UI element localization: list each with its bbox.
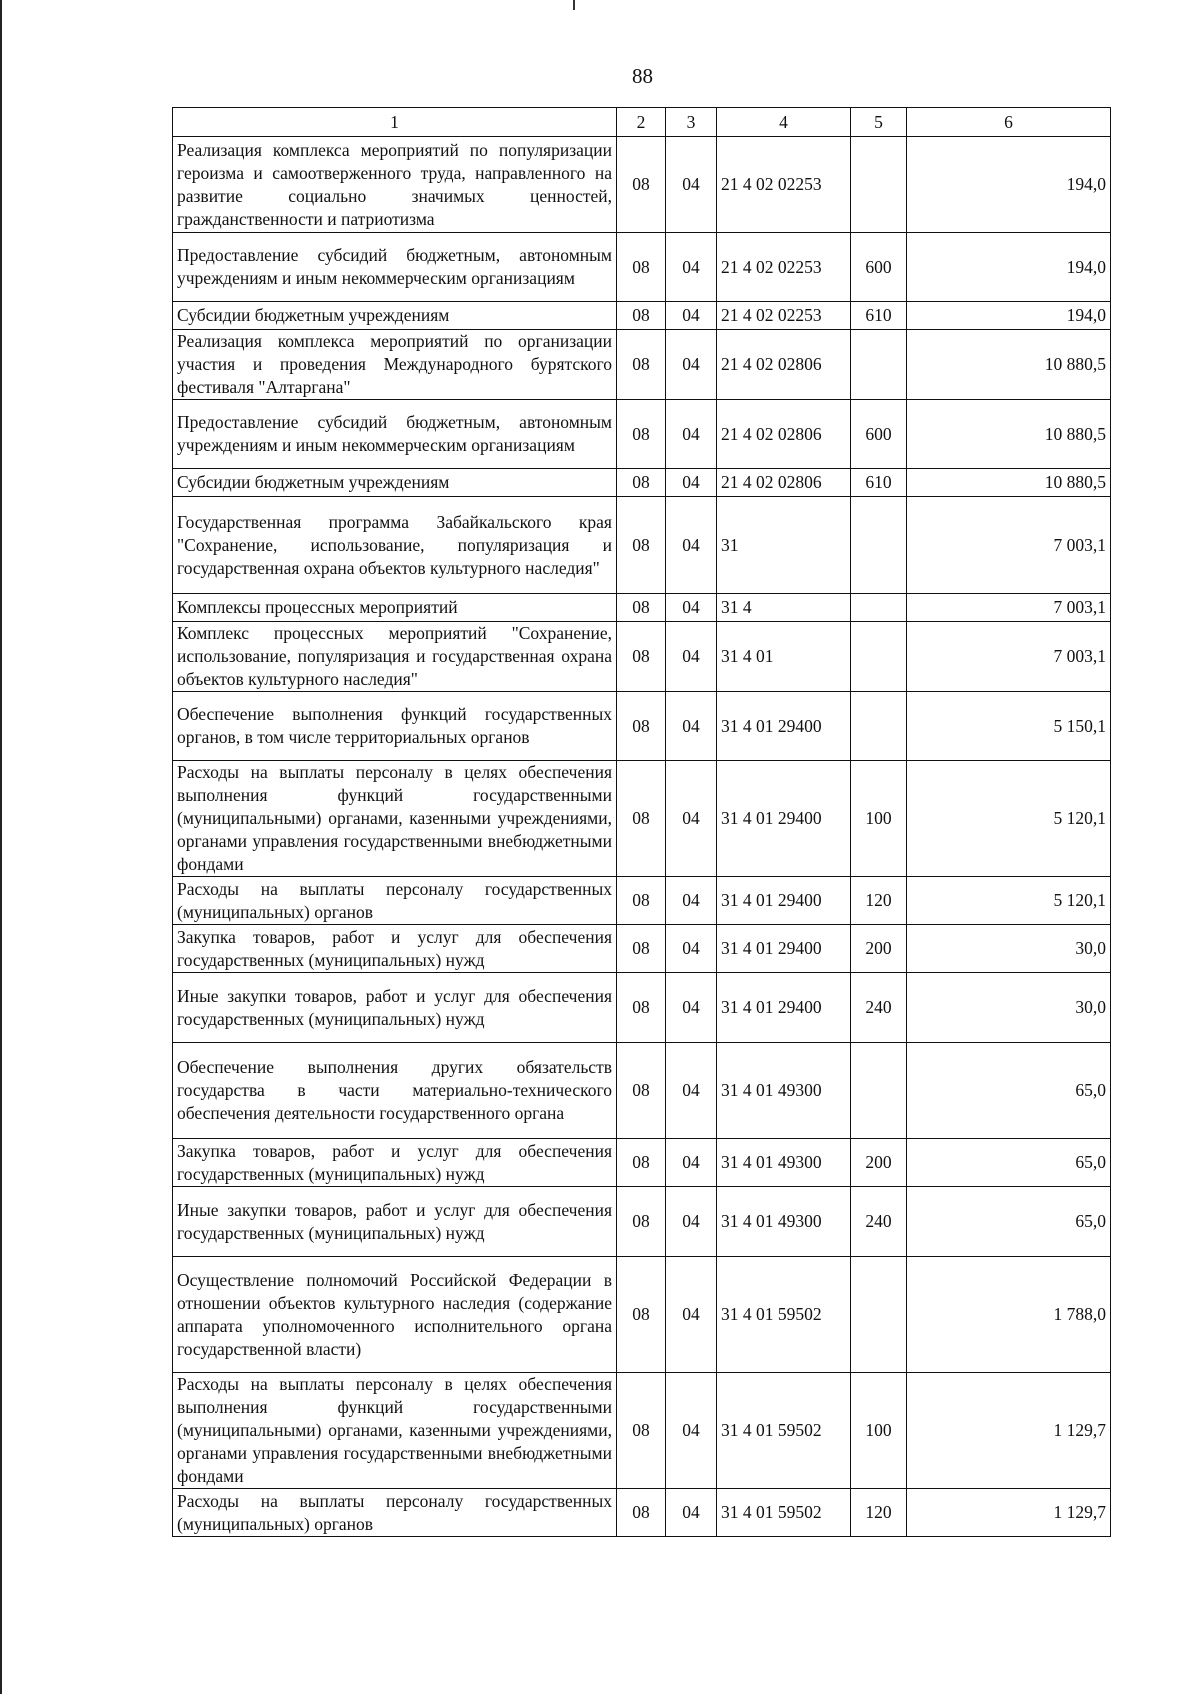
row-name: Обеспечение выполнения других обязательств государства в части материально-технического обеспечения деятельности государственного органа xyxy=(173,1043,617,1139)
row-name: Закупка товаров, работ и услуг для обеспечения государственных (муниципальных) нужд xyxy=(173,925,617,973)
row-expense-type: 200 xyxy=(851,1139,907,1187)
row-expense-type: 240 xyxy=(851,973,907,1043)
row-target-article: 31 4 01 29400 xyxy=(717,973,851,1043)
table-row xyxy=(173,925,1111,973)
row-subsection: 04 xyxy=(666,1489,717,1537)
row-section: 08 xyxy=(617,1187,666,1257)
row-target-article: 31 4 01 59502 xyxy=(717,1257,851,1373)
row-subsection: 04 xyxy=(666,877,717,925)
header-col-name: 1 xyxy=(173,108,617,137)
row-amount: 65,0 xyxy=(907,1043,1111,1139)
row-expense-type xyxy=(851,497,907,594)
budget-table xyxy=(172,107,1111,1537)
row-section: 08 xyxy=(617,302,666,330)
row-amount: 5 150,1 xyxy=(907,692,1111,761)
row-subsection: 04 xyxy=(666,1139,717,1187)
row-subsection: 04 xyxy=(666,594,717,622)
row-subsection: 04 xyxy=(666,622,717,692)
row-subsection: 04 xyxy=(666,1373,717,1489)
row-amount: 65,0 xyxy=(907,1139,1111,1187)
row-subsection: 04 xyxy=(666,469,717,497)
table-row xyxy=(173,137,1111,233)
row-target-article: 31 4 01 59502 xyxy=(717,1489,851,1537)
row-name: Закупка товаров, работ и услуг для обеспечения государственных (муниципальных) нужд xyxy=(173,1139,617,1187)
row-amount: 194,0 xyxy=(907,233,1111,302)
row-name: Обеспечение выполнения функций государственных органов, в том числе территориальных органов xyxy=(173,692,617,761)
row-expense-type: 240 xyxy=(851,1187,907,1257)
row-name: Расходы на выплаты персоналу в целях обеспечения выполнения функций государственными (муниципальными) органами, казенными учреждениями, органами управления государственными внебюджетными фондами xyxy=(173,761,617,877)
row-subsection: 04 xyxy=(666,137,717,233)
row-amount: 7 003,1 xyxy=(907,497,1111,594)
row-amount: 194,0 xyxy=(907,302,1111,330)
table-row xyxy=(173,594,1111,622)
row-expense-type xyxy=(851,1043,907,1139)
row-name: Расходы на выплаты персоналу государственных (муниципальных) органов xyxy=(173,1489,617,1537)
row-expense-type: 600 xyxy=(851,400,907,469)
row-target-article: 31 4 01 49300 xyxy=(717,1139,851,1187)
table-row xyxy=(173,1489,1111,1537)
row-section: 08 xyxy=(617,594,666,622)
table-row xyxy=(173,761,1111,877)
table-row xyxy=(173,1373,1111,1489)
row-name: Предоставление субсидий бюджетным, автономным учреждениям и иным некоммерческим организациям xyxy=(173,400,617,469)
row-section: 08 xyxy=(617,925,666,973)
row-section: 08 xyxy=(617,973,666,1043)
row-section: 08 xyxy=(617,877,666,925)
row-subsection: 04 xyxy=(666,1257,717,1373)
row-amount: 7 003,1 xyxy=(907,594,1111,622)
row-target-article: 31 4 01 49300 xyxy=(717,1187,851,1257)
row-subsection: 04 xyxy=(666,233,717,302)
row-name: Комплекс процессных мероприятий "Сохранение, использование, популяризация и государственная охрана объектов культурного наследия" xyxy=(173,622,617,692)
row-section: 08 xyxy=(617,1373,666,1489)
row-expense-type: 120 xyxy=(851,877,907,925)
row-subsection: 04 xyxy=(666,330,717,400)
row-section: 08 xyxy=(617,1043,666,1139)
row-target-article: 31 4 01 29400 xyxy=(717,877,851,925)
row-name: Субсидии бюджетным учреждениям xyxy=(173,469,617,497)
row-section: 08 xyxy=(617,400,666,469)
row-target-article: 31 4 01 29400 xyxy=(717,761,851,877)
row-section: 08 xyxy=(617,330,666,400)
table-row xyxy=(173,233,1111,302)
page-number: 88 xyxy=(632,64,653,88)
header-col-subsection: 3 xyxy=(666,108,717,137)
row-amount: 1 129,7 xyxy=(907,1373,1111,1489)
table-body xyxy=(173,137,1111,1537)
row-expense-type xyxy=(851,594,907,622)
table-row xyxy=(173,877,1111,925)
row-section: 08 xyxy=(617,1257,666,1373)
row-amount: 65,0 xyxy=(907,1187,1111,1257)
row-amount: 5 120,1 xyxy=(907,761,1111,877)
row-name: Комплексы процессных мероприятий xyxy=(173,594,617,622)
header-row xyxy=(173,108,1111,137)
row-section: 08 xyxy=(617,761,666,877)
row-target-article: 31 4 01 29400 xyxy=(717,692,851,761)
row-amount: 5 120,1 xyxy=(907,877,1111,925)
row-amount: 10 880,5 xyxy=(907,330,1111,400)
row-expense-type: 100 xyxy=(851,761,907,877)
row-name: Расходы на выплаты персоналу в целях обеспечения выполнения функций государственными (муниципальными) органами, казенными учреждениями, органами управления государственными внебюджетными фондами xyxy=(173,1373,617,1489)
row-amount: 7 003,1 xyxy=(907,622,1111,692)
row-subsection: 04 xyxy=(666,497,717,594)
row-expense-type: 100 xyxy=(851,1373,907,1489)
row-subsection: 04 xyxy=(666,1043,717,1139)
row-section: 08 xyxy=(617,469,666,497)
row-name: Субсидии бюджетным учреждениям xyxy=(173,302,617,330)
row-target-article: 31 xyxy=(717,497,851,594)
table-row xyxy=(173,302,1111,330)
row-target-article: 31 4 01 29400 xyxy=(717,925,851,973)
row-amount: 30,0 xyxy=(907,973,1111,1043)
row-expense-type xyxy=(851,622,907,692)
row-amount: 10 880,5 xyxy=(907,469,1111,497)
row-name: Предоставление субсидий бюджетным, автономным учреждениям и иным некоммерческим организациям xyxy=(173,233,617,302)
row-target-article: 31 4 01 49300 xyxy=(717,1043,851,1139)
row-subsection: 04 xyxy=(666,692,717,761)
row-subsection: 04 xyxy=(666,761,717,877)
row-target-article: 21 4 02 02253 xyxy=(717,233,851,302)
row-target-article: 21 4 02 02806 xyxy=(717,469,851,497)
row-section: 08 xyxy=(617,1489,666,1537)
row-target-article: 21 4 02 02253 xyxy=(717,137,851,233)
row-target-article: 21 4 02 02806 xyxy=(717,330,851,400)
table-row xyxy=(173,1257,1111,1373)
table-row xyxy=(173,330,1111,400)
row-name: Реализация комплекса мероприятий по популяризации героизма и самоотверженного труда, направленного на развитие социально значимых ценностей, гражданственности и патриотизма xyxy=(173,137,617,233)
row-amount: 30,0 xyxy=(907,925,1111,973)
row-section: 08 xyxy=(617,1139,666,1187)
row-subsection: 04 xyxy=(666,925,717,973)
row-target-article: 31 4 01 xyxy=(717,622,851,692)
row-amount: 1 129,7 xyxy=(907,1489,1111,1537)
table-row xyxy=(173,497,1111,594)
row-expense-type: 200 xyxy=(851,925,907,973)
header-col-target-article: 4 xyxy=(717,108,851,137)
row-name: Иные закупки товаров, работ и услуг для обеспечения государственных (муниципальных) нужд xyxy=(173,973,617,1043)
row-name: Иные закупки товаров, работ и услуг для обеспечения государственных (муниципальных) нужд xyxy=(173,1187,617,1257)
row-amount: 194,0 xyxy=(907,137,1111,233)
row-name: Государственная программа Забайкальского края "Сохранение, использование, популяризация и государственная охрана объектов культурного наследия" xyxy=(173,497,617,594)
table-row xyxy=(173,622,1111,692)
row-target-article: 21 4 02 02806 xyxy=(717,400,851,469)
row-name: Осуществление полномочий Российской Федерации в отношении объектов культурного наследия (содержание аппарата уполномоченного исполнительного органа государственной власти) xyxy=(173,1257,617,1373)
row-expense-type: 610 xyxy=(851,302,907,330)
row-target-article: 21 4 02 02253 xyxy=(717,302,851,330)
scan-left-edge xyxy=(0,0,2,1694)
row-expense-type xyxy=(851,330,907,400)
table-row xyxy=(173,469,1111,497)
row-section: 08 xyxy=(617,692,666,761)
row-subsection: 04 xyxy=(666,973,717,1043)
row-expense-type xyxy=(851,1257,907,1373)
table-row xyxy=(173,1187,1111,1257)
row-expense-type: 600 xyxy=(851,233,907,302)
header-col-section: 2 xyxy=(617,108,666,137)
row-amount: 1 788,0 xyxy=(907,1257,1111,1373)
row-expense-type xyxy=(851,692,907,761)
row-expense-type: 610 xyxy=(851,469,907,497)
row-expense-type: 120 xyxy=(851,1489,907,1537)
row-subsection: 04 xyxy=(666,1187,717,1257)
header-col-expense-type: 5 xyxy=(851,108,907,137)
row-section: 08 xyxy=(617,622,666,692)
row-target-article: 31 4 01 59502 xyxy=(717,1373,851,1489)
table-row xyxy=(173,692,1111,761)
table-row xyxy=(173,1139,1111,1187)
row-target-article: 31 4 xyxy=(717,594,851,622)
row-name: Расходы на выплаты персоналу государственных (муниципальных) органов xyxy=(173,877,617,925)
scan-mark xyxy=(573,0,575,10)
row-section: 08 xyxy=(617,233,666,302)
header-col-amount: 6 xyxy=(907,108,1111,137)
table-row xyxy=(173,1043,1111,1139)
row-name: Реализация комплекса мероприятий по организации участия и проведения Международного бурятского фестиваля "Алтаргана" xyxy=(173,330,617,400)
table-row xyxy=(173,973,1111,1043)
row-subsection: 04 xyxy=(666,400,717,469)
row-subsection: 04 xyxy=(666,302,717,330)
table-header xyxy=(173,108,1111,137)
row-expense-type xyxy=(851,137,907,233)
row-section: 08 xyxy=(617,137,666,233)
row-section: 08 xyxy=(617,497,666,594)
row-amount: 10 880,5 xyxy=(907,400,1111,469)
table-row xyxy=(173,400,1111,469)
